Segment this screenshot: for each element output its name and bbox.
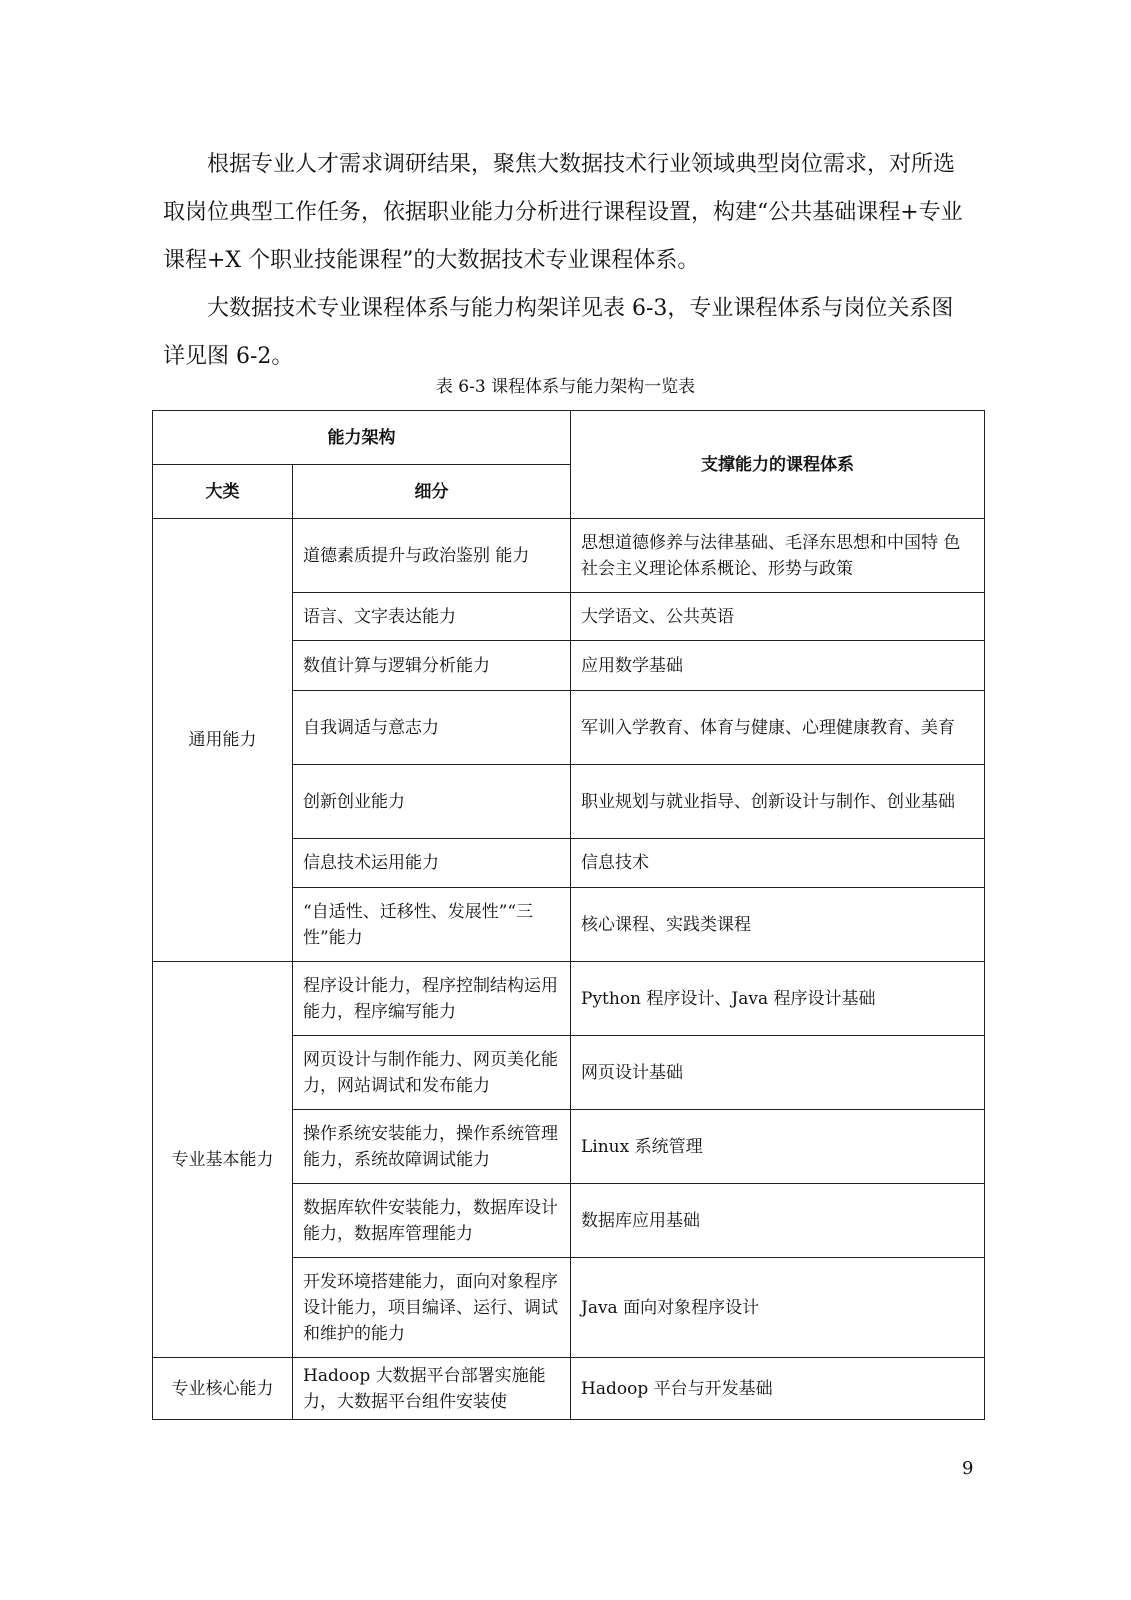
header-courses: 支撑能力的课程体系: [571, 411, 985, 519]
sub-cell: 开发环境搭建能力，面向对象程序设计能力，项目编译、运行、调试和维护的能力: [293, 1258, 571, 1358]
sub-cell: 语言、文字表达能力: [293, 593, 571, 641]
courses-cell: 信息技术: [571, 839, 985, 888]
courses-cell: Python 程序设计、Java 程序设计基础: [571, 962, 985, 1036]
sub-cell: 自我调适与意志力: [293, 691, 571, 765]
page-number: 9: [962, 1458, 974, 1479]
sub-cell: 数值计算与逻辑分析能力: [293, 641, 571, 691]
sub-cell: 操作系统安装能力，操作系统管理能力，系统故障调试能力: [293, 1110, 571, 1184]
courses-cell: Java 面向对象程序设计: [571, 1258, 985, 1358]
courses-cell: 军训入学教育、体育与健康、心理健康教育、美育: [571, 691, 985, 765]
courses-cell: 应用数学基础: [571, 641, 985, 691]
table-row: [153, 962, 985, 1036]
courses-cell: 职业规划与就业指导、创新设计与制作、创业基础: [571, 765, 985, 839]
table-row: [153, 519, 985, 593]
category-cell: 专业基本能力: [153, 962, 293, 1358]
courses-cell: 数据库应用基础: [571, 1184, 985, 1258]
sub-cell: “自适性、迁移性、发展性”“三性”能力: [293, 888, 571, 962]
sub-cell: 数据库软件安装能力，数据库设计能力，数据库管理能力: [293, 1184, 571, 1258]
sub-cell: Hadoop 大数据平台部署实施能力，大数据平台组件安装使: [293, 1358, 571, 1420]
header-framework: 能力架构: [153, 411, 571, 465]
category-cell: 通用能力: [153, 519, 293, 962]
courses-cell: 网页设计基础: [571, 1036, 985, 1110]
sub-cell: 创新创业能力: [293, 765, 571, 839]
table-caption: 表 6-3 课程体系与能力架构一览表: [435, 377, 696, 397]
courses-cell: 核心课程、实践类课程: [571, 888, 985, 962]
sub-cell: 道德素质提升与政治鉴别 能力: [293, 519, 571, 593]
header-category: 大类: [153, 465, 293, 519]
reference-paragraph: 大数据技术专业课程体系与能力构架详见表 6-3，专业课程体系与岗位关系图详见图 6-2。: [163, 296, 954, 369]
courses-cell: 思想道德修养与法律基础、毛泽东思想和中国特 色社会主义理论体系概论、形势与政策: [571, 519, 985, 593]
table-row: [153, 1358, 985, 1420]
sub-cell: 信息技术运用能力: [293, 839, 571, 888]
courses-cell: 大学语文、公共英语: [571, 593, 985, 641]
category-cell: 专业核心能力: [153, 1358, 293, 1420]
sub-cell: 网页设计与制作能力、网页美化能力，网站调试和发布能力: [293, 1036, 571, 1110]
course-ability-table: [152, 410, 985, 1420]
intro-paragraph: 根据专业人才需求调研结果，聚焦大数据技术行业领域典型岗位需求，对所选取岗位典型工作任务，依据职业能力分析进行课程设置，构建“公共基础课程+专业课程+X 个职业技能课程”的大数据技术专业课程体系。: [163, 152, 963, 273]
header-sub: 细分: [293, 465, 571, 519]
sub-cell: 程序设计能力，程序控制结构运用能力，程序编写能力: [293, 962, 571, 1036]
courses-cell: Linux 系统管理: [571, 1110, 985, 1184]
courses-cell: Hadoop 平台与开发基础: [571, 1358, 985, 1420]
